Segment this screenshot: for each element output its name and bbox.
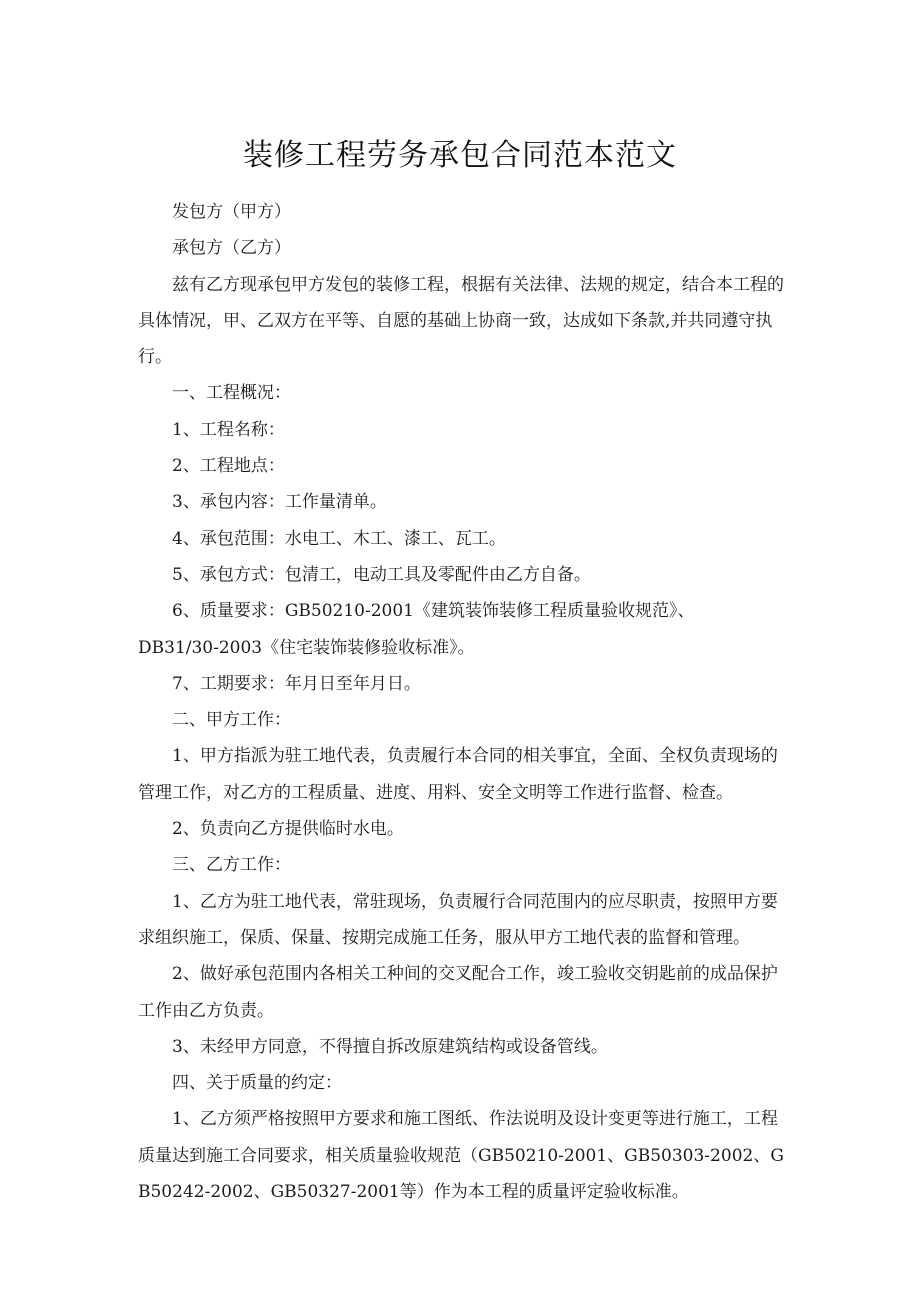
paragraph-contract-method: 5、承包方式：包清工，电动工具及零配件由乙方自备。 bbox=[172, 564, 591, 585]
paragraph-party-a: 发包方（甲方） bbox=[172, 202, 291, 222]
paragraph-preamble: 兹有乙方现承包甲方发包的装修工程，根据有关法律、法规的规定，结合本工程的具体情况，甲、乙双方在平等、自愿的基础上协商一致，达成如下条款,并共同遵守执行。 bbox=[138, 274, 784, 368]
paragraph-party-b-coordination: 2、做好承包范围内各相关工种间的交叉配合工作，竣工验收交钥匙前的成品保护工作由乙方负责。 bbox=[138, 964, 778, 1021]
paragraph-project-name: 1、工程名称： bbox=[172, 419, 285, 440]
paragraph-quality-terms: 1、乙方须严格按照甲方要求和施工图纸、作法说明及设计变更等进行施工，工程质量达到施工合同要求，相关质量验收规范（GB50210-2001、GB50303-2002、GB50242-2002、GB50327-2001等）作为本工程的质量评定验收标准。 bbox=[138, 1109, 784, 1203]
section-heading-party-b-work: 三、乙方工作： bbox=[172, 855, 291, 876]
paragraph-party-b-restriction: 3、未经甲方同意，不得擅自拆改原建筑结构或设备管线。 bbox=[172, 1036, 608, 1057]
paragraph-schedule: 7、工期要求：年月日至年月日。 bbox=[172, 673, 421, 694]
section-heading-party-a-work: 二、甲方工作： bbox=[172, 710, 291, 731]
paragraph-party-b-representative: 1、乙方为驻工地代表，常驻现场，负责履行合同范围内的应尽职责，按照甲方要求组织施工，保质、保量、按期完成施工任务，服从甲方工地代表的监督和管理。 bbox=[138, 891, 778, 948]
document-title: 装修工程劳务承包合同范本范文 bbox=[243, 138, 677, 173]
section-heading-overview: 一、工程概况： bbox=[172, 383, 291, 404]
paragraph-party-a-utilities: 2、负责向乙方提供临时水电。 bbox=[172, 819, 404, 840]
document-body bbox=[138, 194, 786, 1210]
section-heading-quality: 四、关于质量的约定： bbox=[172, 1073, 342, 1094]
paragraph-contract-content: 3、承包内容：工作量清单。 bbox=[172, 492, 387, 513]
paragraph-contract-scope: 4、承包范围：水电工、木工、漆工、瓦工。 bbox=[172, 528, 506, 549]
paragraph-project-location: 2、工程地点： bbox=[172, 456, 285, 477]
paragraph-party-a-representative: 1、甲方指派为驻工地代表，负责履行本合同的相关事宜，全面、全权负责现场的管理工作，对乙方的工程质量、进度、用料、安全文明等工作进行监督、检查。 bbox=[138, 746, 778, 803]
paragraph-party-b: 承包方（乙方） bbox=[172, 238, 291, 259]
paragraph-quality-standard: DB31/30-2003《住宅装饰装修验收标准》。 bbox=[138, 637, 475, 658]
paragraph-quality-requirement: 6、质量要求：GB50210-2001《建筑装饰装修工程质量验收规范》、 bbox=[172, 601, 695, 622]
